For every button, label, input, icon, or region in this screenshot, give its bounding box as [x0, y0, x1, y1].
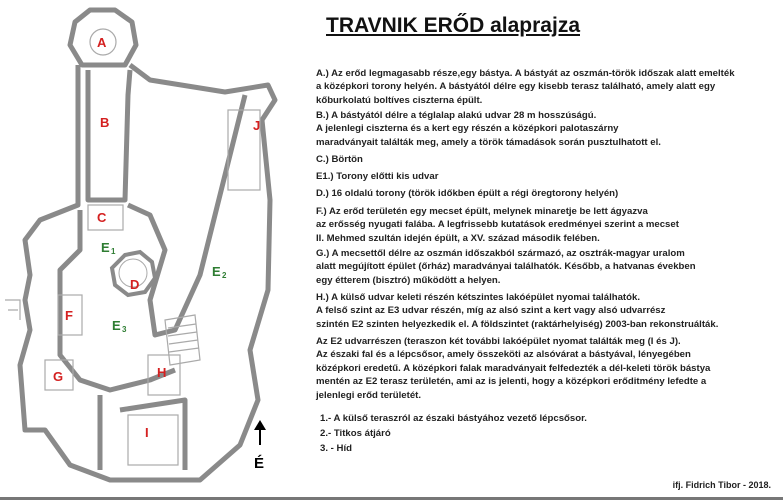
- legend-item: 2.- Titkos átjáró: [320, 428, 391, 439]
- desc-f: [316, 205, 679, 245]
- label-f: F: [65, 308, 73, 323]
- desc-line: A felső szint az E3 udvar részén, míg az alsó szint a kert vagy alsó udvarrész: [316, 305, 666, 317]
- label-i: I: [145, 425, 149, 440]
- desc-line: F.) Az erőd területén egy mecset épült, melynek minaretje be lett ágyazva: [316, 206, 648, 217]
- desc-h: [316, 291, 718, 331]
- south-rooms-wall: [100, 395, 185, 470]
- desc-line: mentén az E2 terasz területén, ami az is jelenti, hogy a középkori erőditmény lefedte a: [316, 376, 707, 388]
- label-e1-sub: 1: [111, 247, 116, 256]
- desc-line: alatt megújított épület (őrház) maradványai találhatók. Később, a hatvanas években: [316, 261, 696, 273]
- desc-e1: [316, 170, 438, 183]
- desc-d: [316, 187, 618, 200]
- desc-line: Az E2 udvarrészen (teraszon két további lakóépület nyomat találták meg (I és J).: [316, 336, 681, 347]
- desc-c: [316, 153, 363, 166]
- label-j: J: [253, 118, 261, 133]
- desc-line: B.) A bástyától délre a téglalap alakú udvar 28 m hosszúságú.: [316, 110, 597, 121]
- desc-line: egy étterem (bisztró) működött a helyen.: [316, 274, 501, 286]
- label-h: H: [157, 365, 167, 380]
- desc-line: kőburkolatú boltíves ciszterna épült.: [316, 94, 483, 106]
- label-a: A: [97, 35, 107, 50]
- label-e2: E: [212, 264, 221, 279]
- fortress-floor-plan: [0, 0, 310, 500]
- desc-line: G.) A mecsettől délre az oszmán időszakból származó, az osztrák-magyar uralom: [316, 248, 685, 259]
- desc-line: II. Mehmed szultán idején épült, a XV. század második felében.: [316, 232, 600, 244]
- north-arrow: [254, 420, 266, 472]
- label-b: B: [100, 115, 110, 130]
- desc-line: A jelenlegi ciszterna és a kert egy részén a középkori palotaszárny: [316, 123, 619, 135]
- author-credit: ifj. Fidrich Tibor - 2018.: [672, 480, 771, 490]
- desc-line: D.) 16 oldalú torony (török időkben épült a régi öregtorony helyén): [316, 188, 619, 199]
- desc-line: E1.) Torony előtti kis udvar: [316, 171, 439, 182]
- room-i: [128, 415, 178, 465]
- label-e3-sub: 3: [122, 325, 127, 334]
- label-d: D: [130, 277, 140, 292]
- label-e1: E: [101, 240, 110, 255]
- west-steps: [5, 300, 20, 320]
- page-title: TRAVNIK ERŐD alaprajza: [326, 14, 580, 37]
- label-g: G: [53, 369, 64, 384]
- desc-g: [316, 247, 696, 287]
- desc-line: jelenlegi erőd területét.: [316, 389, 422, 401]
- legend-list: [320, 411, 587, 456]
- desc-line: középkori eredetű. A középkori falak maradványait felfedezték a dél-keleti török bástya: [316, 362, 711, 374]
- desc-line: C.) Börtön: [316, 154, 363, 165]
- label-c: C: [97, 210, 107, 225]
- desc-line: maradványait találták meg, amely a török támadások során pusztulhatott el.: [316, 136, 661, 148]
- inner-wall-b: [88, 70, 130, 200]
- legend-item: 1.- A külső teraszról az északi bástyához vezető lépcsősor.: [320, 413, 587, 424]
- desc-line: a középkori torony helyén. A bástyától délre egy kisebb terasz található, amely alatt egy: [316, 81, 716, 93]
- desc-a: [316, 67, 735, 107]
- desc-e2: [316, 335, 710, 402]
- legend-item: 3. - Híd: [320, 443, 352, 454]
- stairs: [165, 315, 200, 365]
- label-e3: E: [112, 318, 121, 333]
- label-e2-sub: 2: [222, 271, 227, 280]
- desc-line: Az északi fal és a lépcsősor, amely összeköti az alsóvárat a bástyával, lényegében: [316, 349, 691, 361]
- north-label: É: [254, 455, 265, 472]
- desc-line: szintén E2 szinten helyezkedik el. A földszintet (raktárhelyiség) 2003-ban rekonstruálták.: [316, 318, 719, 330]
- desc-line: A.) Az erőd legmagasabb része,egy bástya. A bástyát az oszmán-török időszak alatt emelték: [316, 68, 735, 79]
- desc-b: [316, 109, 661, 149]
- desc-line: H.) A külső udvar keleti részén kétszintes lakóépület nyomai találhatók.: [316, 292, 640, 303]
- desc-line: az erősség nyugati falába. A legfrissebb kutatások eredményei szerint a mecset: [316, 219, 679, 231]
